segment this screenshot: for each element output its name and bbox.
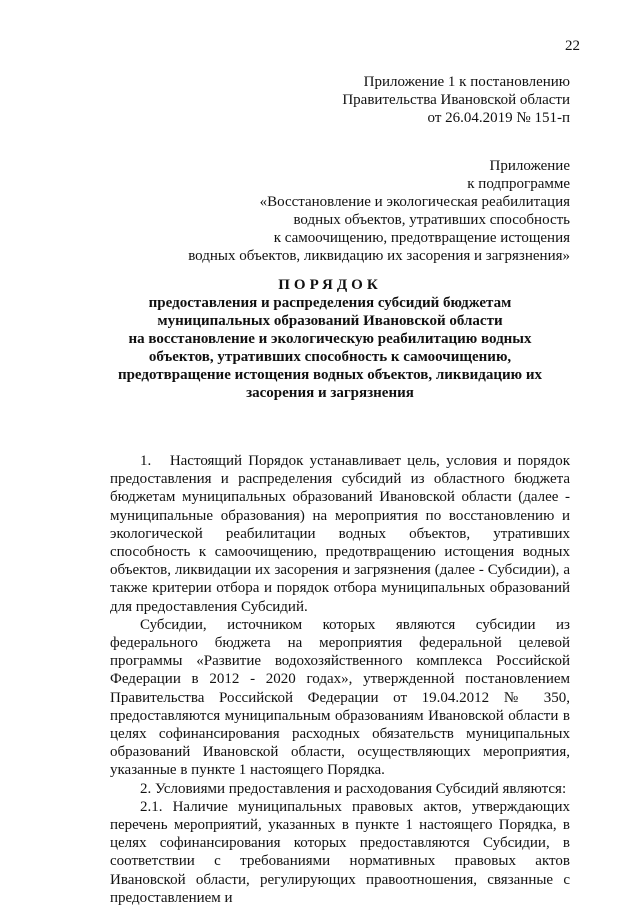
appendix-subprogram-line: водных объектов, утративших способность <box>293 212 570 228</box>
title-line: объектов, утративших способность к самоочищению, <box>148 349 512 365</box>
page-number: 22 <box>565 38 580 54</box>
appendix-resolution-line: Приложение 1 к постановлению <box>363 74 570 90</box>
appendix-to-resolution <box>342 73 570 127</box>
title-heading: ПОРЯДОК <box>278 277 382 293</box>
appendix-resolution-line: от 26.04.2019 № 151-п <box>427 110 570 126</box>
appendix-resolution-line: Правительства Ивановской области <box>342 92 570 108</box>
title-line: засорения и загрязнения <box>246 385 414 401</box>
appendix-subprogram-line: к подпрограмме <box>467 176 570 192</box>
title-line: муниципальных образований Ивановской области <box>157 313 503 329</box>
paragraph-2-1: 2.1. Наличие муниципальных правовых актов, утверждающих перечень мероприятий, указанных в пункте 1 настоящего Порядка, в целях софинансирования которых предоставляются Субсидии, в соответствии с требованиями нормативных правовых актов Ивановской области, регулирующих правоотношения, связанные с предоставлением и <box>110 798 570 906</box>
paragraph-2: 2. Условиями предоставления и расходования Субсидий являются: <box>140 780 567 797</box>
document-title <box>90 276 570 402</box>
appendix-subprogram-line: водных объектов, ликвидацию их засорения и загрязнения» <box>188 248 570 264</box>
appendix-subprogram-line: «Восстановление и экологическая реабилитация <box>259 194 570 210</box>
title-line: на восстановление и экологическую реабилитацию водных <box>128 331 532 347</box>
document-body <box>110 452 570 907</box>
paragraph-subsidies-source: Субсидии, источником которых являются субсидии из федерального бюджета на мероприятия федеральной целевой программы «Развитие водохозяйственного комплекса Российской Федерации в 2012 - 2020 годах», утвержденной постановлением Правительства Российской Федерации от 19.04.2012 № 350, предоставляются муниципальным образованиям Ивановской области в целях софинансирования расходных обязательств муниципальных образований Ивановской области, осуществляющих мероприятия, указанные в пункте 1 настоящего Порядка. <box>110 616 570 779</box>
appendix-subprogram-line: к самоочищению, предотвращение истощения <box>273 230 570 246</box>
paragraph-1: 1. Настоящий Порядок устанавливает цель, условия и порядок предоставления и распределения субсидий из областного бюджета бюджетам муниципальных образований Ивановской области (далее - муниципальные образования) на мероприятия по восстановлению и экологической реабилитации водных объектов, утративших способность к самоочищению, предотвращению истощения водных объектов, ликвидации их засорения и загрязнения (далее - Субсидии), а также критерии отбора и порядок отбора муниципальных образований для предоставления Субсидий. <box>110 453 570 615</box>
title-line: предотвращение истощения водных объектов, ликвидацию их <box>117 367 543 383</box>
appendix-to-subprogram <box>188 157 570 265</box>
appendix-subprogram-line: Приложение <box>489 158 570 174</box>
title-line: предоставления и распределения субсидий бюджетам <box>148 295 512 311</box>
